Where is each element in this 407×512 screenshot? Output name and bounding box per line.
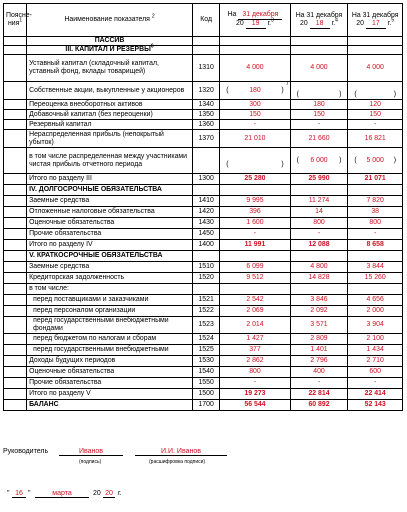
value-cell: 56 544 bbox=[220, 400, 290, 411]
note-cell bbox=[4, 207, 27, 218]
code-cell: 1370 bbox=[192, 130, 219, 148]
value-cell: 150 bbox=[348, 110, 403, 120]
header-period-1: На 31 декабря 20 19 г.$^3$ bbox=[220, 4, 290, 37]
value-cell: 38 bbox=[348, 207, 403, 218]
empty-cell bbox=[290, 46, 348, 55]
balance-table bbox=[3, 3, 403, 411]
code-cell: 1525 bbox=[192, 345, 219, 356]
signature-caption: (подпись) bbox=[79, 459, 102, 465]
indicator-text: Добавочный капитал (без переоценки) bbox=[29, 110, 153, 118]
indicator-name bbox=[27, 100, 193, 110]
table-row bbox=[4, 389, 403, 400]
indicator-text: Отложенные налоговые обязательства bbox=[29, 208, 155, 215]
value-cell: 2 092 bbox=[290, 306, 348, 317]
indicator-name bbox=[27, 120, 193, 130]
indicator-name bbox=[27, 148, 193, 174]
note-cell bbox=[4, 306, 27, 317]
code-cell: 1320 bbox=[192, 82, 219, 100]
value-cell: 3 844 bbox=[348, 262, 403, 273]
balance-sheet bbox=[3, 3, 403, 411]
note-cell bbox=[4, 295, 27, 306]
table-row bbox=[4, 306, 403, 317]
value-cell: - bbox=[220, 378, 290, 389]
section-4-title: IV. ДОЛГОСРОЧНЫЕ ОБЯЗАТЕЛЬСТВА bbox=[27, 185, 193, 196]
value-cell: 4 800 bbox=[290, 262, 348, 273]
code-cell: 1540 bbox=[192, 367, 219, 378]
empty-cell bbox=[192, 46, 219, 55]
value-cell bbox=[348, 82, 403, 100]
code-cell: 1310 bbox=[192, 55, 219, 82]
value-cell: 7 820 bbox=[348, 196, 403, 207]
value-cell: 2 710 bbox=[348, 356, 403, 367]
table-row bbox=[4, 356, 403, 367]
indicator-text: Итого по разделу V bbox=[29, 390, 91, 397]
note-cell bbox=[4, 196, 27, 207]
section-3-title-row bbox=[4, 46, 403, 55]
table-row bbox=[4, 229, 403, 240]
indicator-name bbox=[27, 110, 193, 120]
code-cell: 1524 bbox=[192, 334, 219, 345]
section-3-title-text: III. КАПИТАЛ И РЕЗЕРВЫ bbox=[65, 46, 151, 53]
note-cell bbox=[4, 229, 27, 240]
value-cell: 377 bbox=[220, 345, 290, 356]
paren-close: ) bbox=[339, 90, 342, 98]
table-row bbox=[4, 262, 403, 273]
indicator-text: перед государственными внебюджетными bbox=[33, 346, 169, 353]
note-cell bbox=[4, 110, 27, 120]
empty-cell bbox=[192, 37, 219, 46]
empty-cell bbox=[348, 46, 403, 55]
value-cell: 4 000 bbox=[220, 55, 290, 82]
value-cell: 120 bbox=[348, 100, 403, 110]
indicator-text: перед бюджетом по налогам и сборам bbox=[33, 335, 157, 342]
table-row bbox=[4, 82, 403, 100]
name-caption: (расшифровка подписи) bbox=[149, 459, 206, 465]
date-day: 16 bbox=[12, 490, 26, 498]
paren-close: ) bbox=[339, 156, 342, 164]
empty-cell bbox=[220, 185, 290, 196]
note-cell bbox=[4, 345, 27, 356]
paren-close: ) bbox=[393, 156, 396, 164]
note-cell bbox=[4, 356, 27, 367]
table-row bbox=[4, 174, 403, 185]
value-cell: 2 542 bbox=[220, 295, 290, 306]
code-cell: 1500 bbox=[192, 389, 219, 400]
value-cell: 16 821 bbox=[348, 130, 403, 148]
table-row bbox=[4, 130, 403, 148]
code-cell: 1523 bbox=[192, 317, 219, 334]
value-cell bbox=[220, 284, 290, 295]
section-4-title-row bbox=[4, 185, 403, 196]
note-cell bbox=[4, 120, 27, 130]
indicator-text: Переоценка внеоборотных активов bbox=[29, 100, 143, 108]
indicator-text: перед государственными внебюджетными фондами bbox=[33, 317, 169, 332]
value-cell: 1 600 bbox=[220, 218, 290, 229]
indicator-text: Оценочные обязательства bbox=[29, 219, 115, 226]
value-cell: 1 427 bbox=[220, 334, 290, 345]
table-row bbox=[4, 120, 403, 130]
code-cell: 1550 bbox=[192, 378, 219, 389]
note-cell bbox=[4, 174, 27, 185]
value-cell: 150 bbox=[290, 110, 348, 120]
code-cell: 1530 bbox=[192, 356, 219, 367]
indicator-text: в том числе распределенная между участниками чистая прибыль отчетного периода bbox=[29, 152, 187, 168]
paren-open: ( bbox=[354, 90, 357, 98]
header-code: Код bbox=[192, 4, 219, 37]
value-cell: 150 bbox=[220, 110, 290, 120]
date-month: марта bbox=[35, 490, 89, 498]
empty-cell bbox=[192, 185, 219, 196]
date-year: 20 bbox=[103, 490, 115, 498]
table-row bbox=[4, 284, 403, 295]
value-cell: 11 991 bbox=[220, 240, 290, 251]
code-cell: 1340 bbox=[192, 100, 219, 110]
note-cell bbox=[4, 55, 27, 82]
empty-cell bbox=[348, 185, 403, 196]
value-cell: 52 143 bbox=[348, 400, 403, 411]
table-row bbox=[4, 273, 403, 284]
paren-close: ) bbox=[281, 160, 284, 168]
value-cell: - bbox=[290, 229, 348, 240]
indicator-text: БАЛАНС bbox=[29, 401, 59, 408]
note-cell bbox=[4, 367, 27, 378]
value-cell: 396 bbox=[220, 207, 290, 218]
empty-cell bbox=[220, 251, 290, 262]
value-cell bbox=[220, 148, 290, 174]
indicator-text: Уставный капитал (складочный капитал, уставный фонд, вклады товарищей) bbox=[29, 60, 159, 75]
table-row bbox=[4, 317, 403, 334]
paren-open: ( bbox=[296, 90, 299, 98]
passive-title: ПАССИВ bbox=[27, 37, 193, 46]
indicator-name bbox=[27, 317, 193, 334]
footnote-mark: 6 bbox=[150, 43, 154, 50]
value-cell: 800 bbox=[290, 218, 348, 229]
code-cell: 1430 bbox=[192, 218, 219, 229]
code-cell: 1350 bbox=[192, 110, 219, 120]
table-row bbox=[4, 196, 403, 207]
table-row bbox=[4, 110, 403, 120]
header-period-3: На 31 декабря 20 17 г.$^5$ bbox=[348, 4, 403, 37]
code-cell: 1420 bbox=[192, 207, 219, 218]
indicator-name bbox=[27, 218, 193, 229]
note-cell bbox=[4, 334, 27, 345]
indicator-name bbox=[27, 262, 193, 273]
note-cell bbox=[4, 218, 27, 229]
empty-cell bbox=[290, 251, 348, 262]
empty-cell bbox=[290, 185, 348, 196]
value-cell: 25 990 bbox=[290, 174, 348, 185]
indicator-name bbox=[27, 273, 193, 284]
value-cell: - bbox=[348, 378, 403, 389]
paren-open: ( bbox=[226, 160, 229, 168]
indicator-text: Кредиторская задолженность bbox=[29, 274, 125, 281]
code-cell: 1410 bbox=[192, 196, 219, 207]
table-row bbox=[4, 207, 403, 218]
balance-body bbox=[4, 37, 403, 411]
value-cell: 8 658 bbox=[348, 240, 403, 251]
value-cell: - bbox=[290, 120, 348, 130]
note-cell bbox=[4, 400, 27, 411]
value-cell: 25 280 bbox=[220, 174, 290, 185]
code-cell: 1520 bbox=[192, 273, 219, 284]
indicator-name bbox=[27, 240, 193, 251]
value-cell: 9 995 bbox=[220, 196, 290, 207]
indicator-name bbox=[27, 295, 193, 306]
value-cell: 800 bbox=[348, 218, 403, 229]
value-cell: 21 010 bbox=[220, 130, 290, 148]
indicator-name bbox=[27, 284, 193, 295]
passive-title-row bbox=[4, 37, 403, 46]
table-row bbox=[4, 378, 403, 389]
code-cell bbox=[192, 148, 219, 174]
note-cell bbox=[4, 100, 27, 110]
table-row bbox=[4, 218, 403, 229]
value-cell bbox=[290, 148, 348, 174]
date-line: " 16 " марта 20 20 г. bbox=[7, 490, 122, 497]
empty-cell bbox=[220, 46, 290, 55]
value-cell: 3 571 bbox=[290, 317, 348, 334]
value-cell bbox=[348, 284, 403, 295]
indicator-name bbox=[27, 196, 193, 207]
code-cell: 1510 bbox=[192, 262, 219, 273]
empty-cell bbox=[348, 251, 403, 262]
value-text: 180 bbox=[249, 86, 261, 94]
paren-close: ) bbox=[281, 86, 284, 94]
value-cell: - bbox=[220, 120, 290, 130]
indicator-text: Доходы будущих периодов bbox=[29, 357, 116, 364]
value-cell: 22 814 bbox=[290, 389, 348, 400]
table-row bbox=[4, 295, 403, 306]
indicator-name bbox=[27, 306, 193, 317]
note-cell bbox=[4, 82, 27, 100]
value-cell: - bbox=[290, 378, 348, 389]
note-cell bbox=[4, 148, 27, 174]
value-cell: 1 401 bbox=[290, 345, 348, 356]
indicator-text: Нераспределенная прибыль (непокрытый убыток) bbox=[29, 130, 164, 146]
name-decoding: И.И. Иванов bbox=[135, 448, 227, 456]
indicator-text: Итого по разделу IV bbox=[29, 241, 93, 248]
value-cell: 19 273 bbox=[220, 389, 290, 400]
header-name: Наименование показателя $^2$ bbox=[27, 4, 193, 37]
paren-open: ( bbox=[226, 86, 229, 94]
value-cell: 3 904 bbox=[348, 317, 403, 334]
signature: Иванов bbox=[59, 448, 123, 456]
indicator-text: Резервный капитал bbox=[29, 120, 92, 128]
note-cell bbox=[4, 317, 27, 334]
indicator-name bbox=[27, 130, 193, 148]
header-row bbox=[4, 4, 403, 37]
empty-cell bbox=[192, 251, 219, 262]
indicator-text: перед персоналом организации bbox=[33, 307, 136, 314]
indicator-name bbox=[27, 367, 193, 378]
value-cell: 2 069 bbox=[220, 306, 290, 317]
value-cell: - bbox=[220, 229, 290, 240]
indicator-text: Прочие обязательства bbox=[29, 230, 102, 237]
value-cell: 3 846 bbox=[290, 295, 348, 306]
indicator-name bbox=[27, 174, 193, 185]
note-cell bbox=[4, 273, 27, 284]
paren-open: ( bbox=[354, 156, 357, 164]
value-cell: 21 071 bbox=[348, 174, 403, 185]
code-cell: 1522 bbox=[192, 306, 219, 317]
signature-block bbox=[3, 446, 403, 504]
indicator-text: Собственные акции, выкупленные у акционеров bbox=[29, 86, 185, 94]
table-row bbox=[4, 148, 403, 174]
value-cell: 180 bbox=[290, 100, 348, 110]
value-cell: 14 bbox=[290, 207, 348, 218]
table-row bbox=[4, 100, 403, 110]
code-cell: 1400 bbox=[192, 240, 219, 251]
value-cell: 2 796 bbox=[290, 356, 348, 367]
indicator-text: в том числе: bbox=[29, 285, 69, 292]
indicator-name bbox=[27, 334, 193, 345]
indicator-name bbox=[27, 207, 193, 218]
indicator-name bbox=[27, 356, 193, 367]
value-cell: 14 828 bbox=[290, 273, 348, 284]
indicator-text: Заемные средства bbox=[29, 263, 90, 270]
note-cell bbox=[4, 389, 27, 400]
header-notes: Поясне-ния$^1$ bbox=[4, 4, 27, 37]
value-cell: 2 809 bbox=[290, 334, 348, 345]
table-row bbox=[4, 345, 403, 356]
code-cell bbox=[192, 284, 219, 295]
note-cell bbox=[4, 378, 27, 389]
header-period-2: На 31 декабря 20 18 г.$^4$ bbox=[290, 4, 348, 37]
indicator-text: Прочие обязательства bbox=[29, 379, 102, 386]
indicator-text: Заемные средства bbox=[29, 197, 90, 204]
indicator-text: Оценочные обязательства bbox=[29, 368, 115, 375]
value-cell: 2 014 bbox=[220, 317, 290, 334]
section-5-title: V. КРАТКОСРОЧНЫЕ ОБЯЗАТЕЛЬСТВА bbox=[27, 251, 193, 262]
indicator-name bbox=[27, 378, 193, 389]
code-cell: 1360 bbox=[192, 120, 219, 130]
table-row bbox=[4, 367, 403, 378]
value-text: 6 000 bbox=[310, 156, 328, 164]
note-cell bbox=[4, 284, 27, 295]
section-5-title-row bbox=[4, 251, 403, 262]
value-cell bbox=[290, 82, 348, 100]
empty-cell bbox=[220, 37, 290, 46]
code-cell: 1521 bbox=[192, 295, 219, 306]
value-cell: 1 434 bbox=[348, 345, 403, 356]
value-cell: - bbox=[348, 229, 403, 240]
value-cell: 12 088 bbox=[290, 240, 348, 251]
value-cell: 4 656 bbox=[348, 295, 403, 306]
value-cell: - bbox=[348, 120, 403, 130]
code-cell: 1300 bbox=[192, 174, 219, 185]
code-cell: 1450 bbox=[192, 229, 219, 240]
value-cell: 2 000 bbox=[348, 306, 403, 317]
value-text: 5 000 bbox=[366, 156, 384, 164]
indicator-name bbox=[27, 345, 193, 356]
value-cell: 2 862 bbox=[220, 356, 290, 367]
paren-close: ) bbox=[393, 90, 396, 98]
value-cell: 60 892 bbox=[290, 400, 348, 411]
indicator-name bbox=[27, 400, 193, 411]
indicator-name bbox=[27, 55, 193, 82]
note-cell bbox=[4, 240, 27, 251]
table-row bbox=[4, 240, 403, 251]
value-cell: ( 180 ) 7 bbox=[220, 82, 290, 100]
table-row bbox=[4, 55, 403, 82]
code-cell: 1700 bbox=[192, 400, 219, 411]
value-cell: 9 512 bbox=[220, 273, 290, 284]
paren-open: ( bbox=[296, 156, 299, 164]
value-cell: 11 274 bbox=[290, 196, 348, 207]
value-cell bbox=[290, 284, 348, 295]
indicator-text: Итого по разделу III bbox=[29, 175, 92, 182]
note-cell bbox=[4, 262, 27, 273]
value-cell: 800 bbox=[220, 367, 290, 378]
indicator-name bbox=[27, 389, 193, 400]
value-cell: 2 100 bbox=[348, 334, 403, 345]
note-cell bbox=[4, 251, 27, 262]
note-cell bbox=[4, 37, 27, 46]
value-cell: 21 660 bbox=[290, 130, 348, 148]
note-cell bbox=[4, 46, 27, 55]
value-cell: 6 099 bbox=[220, 262, 290, 273]
value-cell: 600 bbox=[348, 367, 403, 378]
value-cell: 15 260 bbox=[348, 273, 403, 284]
indicator-name bbox=[27, 82, 193, 100]
empty-cell bbox=[290, 37, 348, 46]
balance-row bbox=[4, 400, 403, 411]
value-cell: 400 bbox=[290, 367, 348, 378]
head-label: Руководитель bbox=[3, 448, 49, 455]
indicator-name bbox=[27, 229, 193, 240]
section-3-title bbox=[27, 43, 193, 55]
value-cell bbox=[348, 148, 403, 174]
empty-cell bbox=[348, 37, 403, 46]
value-cell: 4 000 bbox=[290, 55, 348, 82]
table-row bbox=[4, 334, 403, 345]
value-cell: 22 414 bbox=[348, 389, 403, 400]
note-cell bbox=[4, 185, 27, 196]
note-cell bbox=[4, 130, 27, 148]
value-cell: 300 bbox=[220, 100, 290, 110]
value-cell: 4 000 bbox=[348, 55, 403, 82]
indicator-text: перед поставщиками и заказчиками bbox=[33, 296, 149, 303]
